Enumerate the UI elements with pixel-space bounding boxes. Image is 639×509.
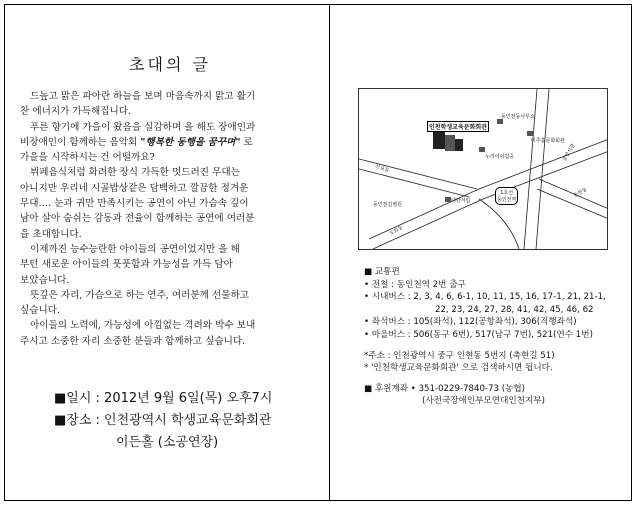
transport-heading: ■ 교통편 bbox=[364, 267, 400, 277]
hall-marker-icon bbox=[527, 131, 533, 136]
map-label-hall: 미추홀문화회관 bbox=[531, 138, 565, 144]
invitation-paragraph-6: 아이들의 노력에, 가능성에 아낌없는 격려와 박수 보내 주시고 소중한 자리 소중한 분들과 함께하고 싶습니다. bbox=[20, 320, 256, 347]
transport-seat-bus: • 좌석버스 : 105(좌석), 112(공항좌석), 306(직행좌석) bbox=[364, 317, 577, 328]
transport-bus-1: • 시내버스 : 2, 3, 4, 6, 6-1, 10, 11, 15, 16, 17-1, 21, 21-1, bbox=[364, 292, 606, 303]
map-label-dohwa: 도화동 bbox=[388, 224, 405, 238]
transport-rail: • 전철 : 동인천역 2번 출구 bbox=[364, 279, 466, 290]
invitation-paragraph-2: 푸른 향기에 가을이 왔음을 실감하며 올 해도 장애인과 비장애인이 함께하는 음악회 "행복한 동행을 꿈꾸며" 로 가을을 시작하시는 건 어떨까요? bbox=[20, 121, 256, 164]
invitation-paragraph-5: 뜻깊은 자리, 가슴으로 하는 연주, 여러분께 선물하고 싶습니다. bbox=[20, 289, 250, 317]
building-icon bbox=[433, 129, 463, 151]
transport-village-bus: • 마을버스 : 506(동구 6번), 517(남구 7번), 521(연수 1번) bbox=[364, 329, 593, 340]
venue-address: *주소 : 인천광역시 중구 인현동 5번지 (축현길 51) bbox=[364, 350, 555, 361]
donation-account: ■ 후원계좌 • 351-0229-7840-73 (농협) bbox=[364, 383, 526, 394]
invitation-paragraph-4: 이제까진 능수능란한 아이들의 공연이었지만 올 해 부턴 새로운 아이들의 풋풋함과 가능성을 가득 담아 보았습니다. bbox=[20, 243, 240, 286]
invitation-paragraph-1: 드높고 맑은 파아란 하늘을 보며 마음속까지 맑고 활기 찬 에너지가 가득해집니다. bbox=[20, 91, 256, 118]
map-road-main-edge bbox=[373, 151, 608, 249]
venue-search-hint: * '인천학생교육문화회관' 으로 검색하시면 됩니다. bbox=[364, 363, 553, 374]
map-label-office: 동인천동사무소 bbox=[501, 114, 535, 120]
event-hall: 이든홀 (소공연장) bbox=[116, 435, 219, 450]
map-road-vertical-edge bbox=[536, 89, 549, 249]
donation-account-holder: (사전국장애인부모연대인천지부) bbox=[422, 396, 545, 407]
map-label-sinpo: 신포동 bbox=[374, 163, 390, 175]
concert-name: "행복한 동행을 꿈꾸며" bbox=[140, 136, 241, 148]
event-place: ■장소 : 인천광역시 학생교육문화회관 bbox=[54, 413, 272, 428]
community-marker-icon bbox=[479, 147, 485, 152]
transport-bus-2: 22, 23, 24, 27, 28, 41, 42, 45, 46, 62 bbox=[435, 304, 594, 315]
invitation-panel bbox=[20, 52, 320, 349]
event-date: ■일시 : 2012년 9월 6일(목) 오후7시 bbox=[54, 391, 273, 406]
event-details bbox=[54, 388, 272, 454]
invitation-title: 초대의 글 bbox=[129, 55, 211, 74]
invitation-paragraph-3: 뷔페음식처럼 화려한 장식 가득한 멋드러진 무대는 아니지만 우리네 시골밥상같은 담백하고 깔끔한 정겨운 무대…. 눈과 귀만 만족시키는 공연이 아닌 가슴속 깊이 남아 살아 숨쉬는 감동과 전율이 함께하는 공연에 여러분 을 초대합니다. bbox=[20, 167, 255, 240]
map-road-curve bbox=[479, 199, 519, 249]
map-label-bookstore: 대한서림 bbox=[451, 198, 471, 204]
map-label-jungang: 중앙시장 bbox=[561, 142, 577, 163]
page-fold-divider bbox=[329, 4, 330, 501]
map-label-community: 누리어쉬집중 bbox=[485, 154, 514, 160]
map-building-label: 인천학생교육문화회관 bbox=[427, 121, 489, 132]
map-label-songhyeon: 송현동 bbox=[572, 186, 589, 200]
map-label-hospital: 동인천길병원 bbox=[373, 202, 402, 208]
transport-info bbox=[364, 266, 626, 408]
map-label-station: 1호선 동인천역 bbox=[495, 187, 518, 205]
location-map bbox=[358, 88, 608, 250]
